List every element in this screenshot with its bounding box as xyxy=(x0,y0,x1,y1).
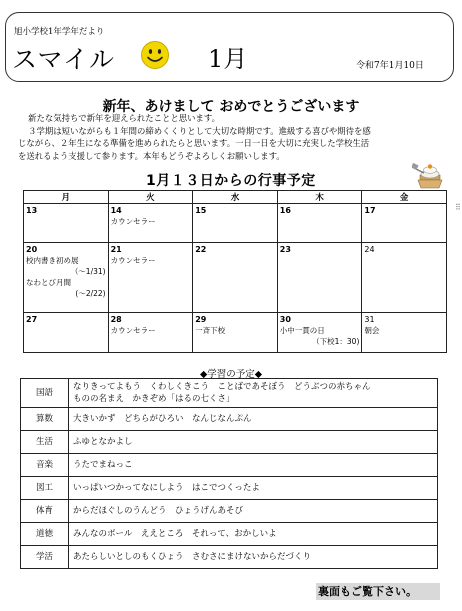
content-line: いっぱいつかってなにしよう はこでつくったよ xyxy=(73,483,260,493)
event-item: (～2/22) xyxy=(75,289,106,298)
event-item: 朝会 xyxy=(364,326,380,335)
calendar-day-cell xyxy=(277,204,362,243)
newsletter-title: スマイル xyxy=(12,45,116,74)
day-number: 17 xyxy=(364,206,376,215)
drag-handle-icon[interactable]: ⠿ xyxy=(455,203,461,212)
weekday-header: 水 xyxy=(193,191,278,204)
content-line: 大きいかず どちらがひろい なんじなんぷん xyxy=(73,414,252,424)
study-plan-row xyxy=(21,431,438,454)
event-item: 校内書き初め展 xyxy=(26,256,79,265)
content-cell xyxy=(69,546,438,569)
calendar-day-cell xyxy=(24,204,109,243)
day-number: 23 xyxy=(279,245,291,254)
weekday-header: 木 xyxy=(277,191,362,204)
content-cell xyxy=(69,523,438,546)
weekday-header: 金 xyxy=(362,191,447,204)
study-plan-row xyxy=(21,523,438,546)
study-plan-row xyxy=(21,546,438,569)
day-number: 21 xyxy=(110,245,122,254)
study-plan-row xyxy=(21,408,438,431)
calendar-week-row xyxy=(24,313,447,353)
subject-cell: 体育 xyxy=(21,500,69,523)
calendar-day-cell xyxy=(108,204,193,243)
calendar-day-cell xyxy=(24,243,109,313)
content-line: からだほぐしのうんどう ひょうげんあそび xyxy=(73,506,244,516)
event-item: カウンセラー xyxy=(110,326,156,335)
study-plan-row xyxy=(21,379,438,408)
study-plan-row xyxy=(21,477,438,500)
content-cell xyxy=(69,408,438,431)
greeting-line: を送れるよう支援して参ります。本年もどうぞよろしくお願いします。 xyxy=(18,150,285,161)
event-item: 一斉下校 xyxy=(195,326,226,335)
calendar-day-cell xyxy=(108,313,193,353)
event-item: （下校1：30) xyxy=(312,337,360,346)
event-item: 小中一貫の日 xyxy=(279,326,325,335)
calendar-day-cell xyxy=(277,243,362,313)
weekday-header: 月 xyxy=(24,191,109,204)
content-line: ものの名まえ かきぞめ「はるの七くさ」 xyxy=(73,394,235,404)
content-line: うたでまねっこ xyxy=(73,460,133,470)
content-line: ふゆとなかよし xyxy=(73,437,133,447)
calendar-day-cell xyxy=(193,313,278,353)
events-title: 1月１３日からの行事予定 xyxy=(146,173,316,189)
greeting-title: 新年、あけまして おめでとうございます xyxy=(102,99,360,115)
day-number: 22 xyxy=(195,245,207,254)
subject-cell: 生活 xyxy=(21,431,69,454)
content-cell xyxy=(69,454,438,477)
day-number: 13 xyxy=(26,206,38,215)
calendar-day-cell xyxy=(362,204,447,243)
event-item: カウンセラー xyxy=(110,256,156,265)
day-number: 24 xyxy=(364,245,375,254)
calendar-day-cell xyxy=(362,243,447,313)
content-cell xyxy=(69,500,438,523)
content-cell xyxy=(69,431,438,454)
event-item: なわとび月間 xyxy=(26,278,71,287)
study-plan-row xyxy=(21,454,438,477)
day-number: 31 xyxy=(364,315,375,324)
calendar-day-cell xyxy=(277,313,362,353)
issue-month: 1月 xyxy=(208,45,248,73)
day-number: 29 xyxy=(195,315,207,324)
day-number: 16 xyxy=(279,206,291,215)
content-line: あたらしいとしのもくひょう さむさにまけないからだづくり xyxy=(73,552,312,562)
event-item: （～1/31) xyxy=(70,267,106,276)
event-calendar xyxy=(23,190,447,353)
calendar-header-row xyxy=(24,191,447,204)
weekday-header: 火 xyxy=(108,191,193,204)
calendar-day-cell xyxy=(24,313,109,353)
event-item: カウンセラー xyxy=(110,217,156,226)
subject-cell: 学活 xyxy=(21,546,69,569)
calendar-day-cell xyxy=(108,243,193,313)
greeting-line: 新たな気持ちで新年を迎えられたことと思います。 xyxy=(28,113,220,123)
kagami-mochi-icon xyxy=(412,160,446,190)
calendar-day-cell xyxy=(193,243,278,313)
day-number: 14 xyxy=(110,206,122,215)
subject-cell: 音楽 xyxy=(21,454,69,477)
day-number: 28 xyxy=(110,315,122,324)
content-cell xyxy=(69,477,438,500)
study-plan-table xyxy=(20,378,438,569)
school-name: 旭小学校1年学年だより xyxy=(14,27,105,37)
subject-cell: 算数 xyxy=(21,408,69,431)
content-line: なりきってよもう くわしくきこう ことばであそぼう どうぶつの赤ちゃん xyxy=(73,382,371,392)
greeting-line: じながら、２年生になる準備を進められたらと思います。一日一日を大切に充実した学校生活 xyxy=(18,138,370,148)
study-plan-title: ◆学習の予定◆ xyxy=(199,369,263,380)
content-cell xyxy=(69,379,438,408)
issue-date: 令和7年1月10日 xyxy=(356,61,424,71)
subject-cell: 図工 xyxy=(21,477,69,500)
day-number: 30 xyxy=(279,315,291,324)
greeting-body xyxy=(18,112,446,162)
calendar-week-row xyxy=(24,243,447,313)
smiley-face-icon xyxy=(140,40,170,70)
calendar-day-cell xyxy=(362,313,447,353)
back-page-note: 裏面もご覧下さい。 xyxy=(316,583,440,600)
day-number: 27 xyxy=(26,315,38,324)
calendar-day-cell xyxy=(193,204,278,243)
calendar-week-row xyxy=(24,204,447,243)
subject-cell: 道徳 xyxy=(21,523,69,546)
content-line: みんなのボール ええところ それって、おかしいよ xyxy=(73,529,277,539)
day-number: 20 xyxy=(26,245,38,254)
subject-cell: 国語 xyxy=(21,379,69,408)
greeting-line: ３学期は短いながらも１年間の締めくくりとして大切な時期です。進級する喜びや期待を感 xyxy=(28,125,371,136)
day-number: 15 xyxy=(195,206,207,215)
study-plan-row xyxy=(21,500,438,523)
